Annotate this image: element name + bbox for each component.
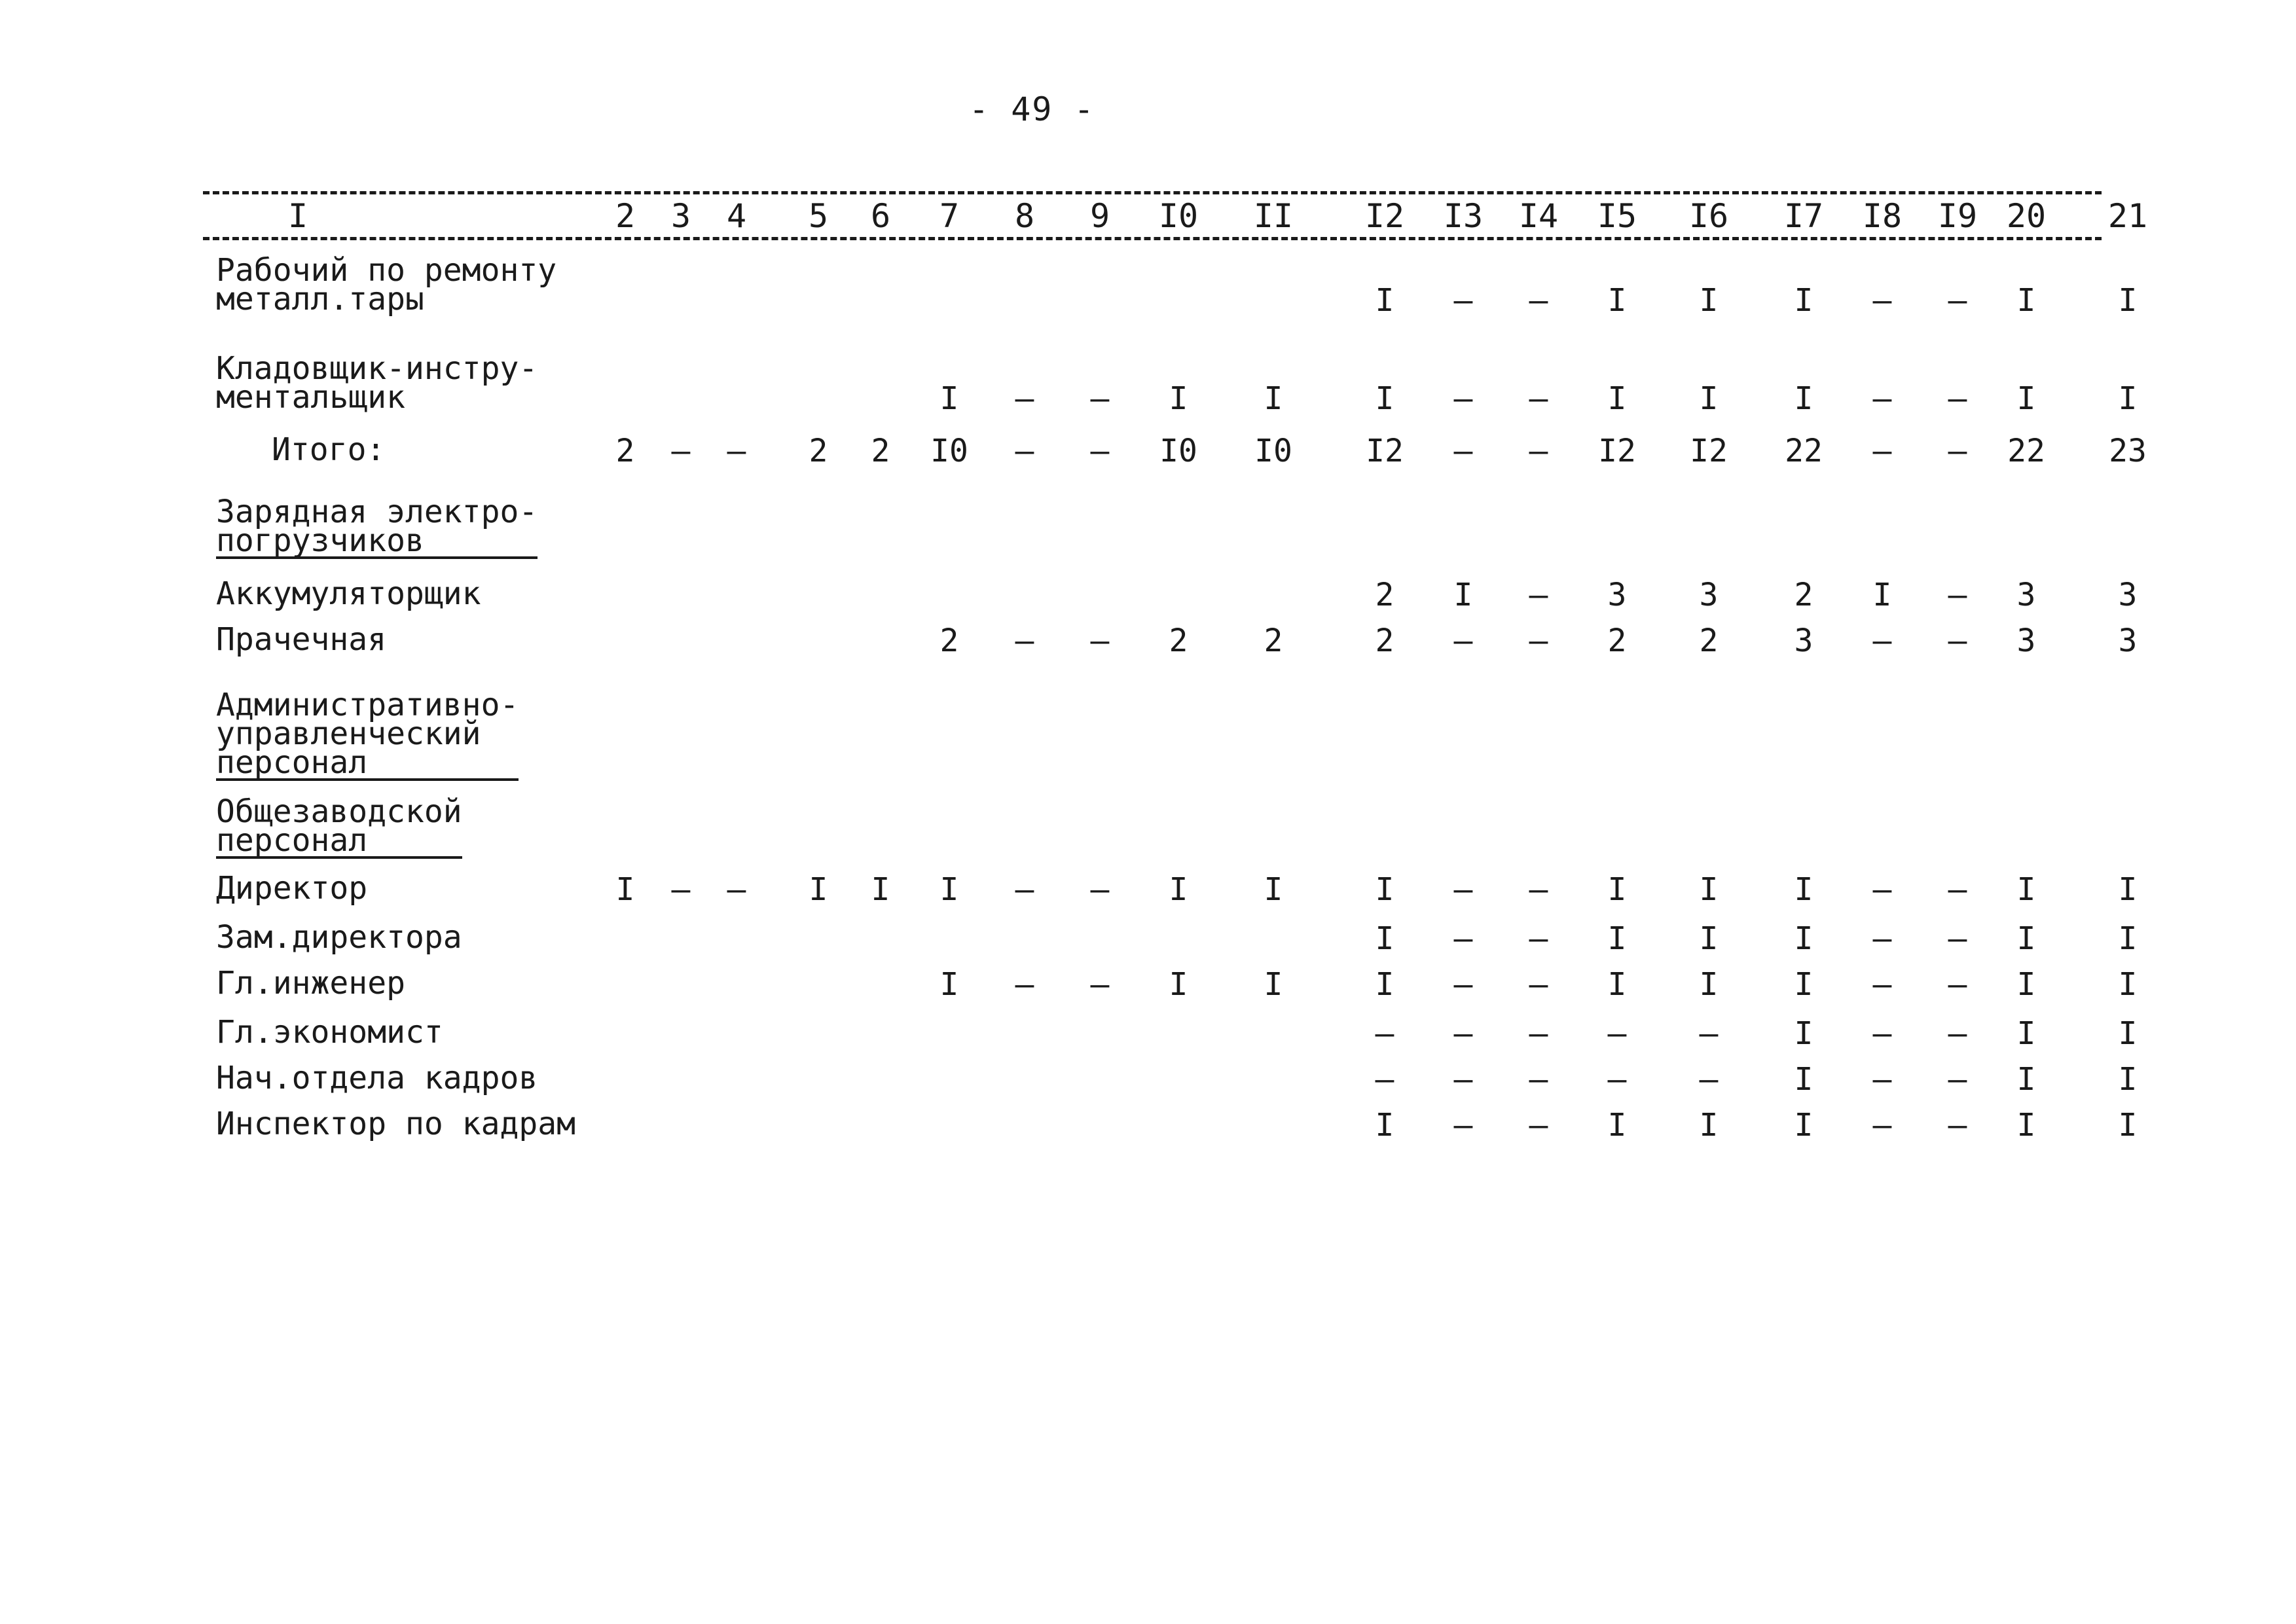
table-cell: I bbox=[1375, 380, 1394, 417]
table-cell: – bbox=[1453, 1015, 1473, 1052]
table-cell: 3 bbox=[2016, 623, 2036, 659]
header-col-14: I4 bbox=[1518, 197, 1559, 235]
table-cell: – bbox=[1015, 380, 1034, 417]
page-number: - 49 - bbox=[969, 90, 1095, 128]
table-cell: – bbox=[1529, 623, 1548, 659]
table-cell: – bbox=[1948, 871, 1967, 908]
table-cell: – bbox=[1872, 380, 1892, 417]
table-cell: 3 bbox=[1794, 623, 1813, 659]
table-cell: I bbox=[1607, 1107, 1627, 1144]
table-cell: – bbox=[1015, 623, 1034, 659]
table-cell: – bbox=[1948, 1107, 1967, 1144]
header-col-16: I6 bbox=[1688, 197, 1729, 235]
table-cell: – bbox=[1948, 1061, 1967, 1098]
table-cell: I bbox=[1169, 966, 1188, 1003]
table-cell: – bbox=[1015, 966, 1034, 1003]
table-cell: – bbox=[1090, 871, 1110, 908]
table-cell: I bbox=[1264, 380, 1283, 417]
table-cell: 23 bbox=[2109, 433, 2147, 469]
table-cell: I bbox=[2016, 1107, 2036, 1144]
section-heading-line: Административно- bbox=[216, 687, 519, 723]
table-cell: – bbox=[1948, 966, 1967, 1003]
table-cell: – bbox=[1453, 380, 1473, 417]
table-cell: – bbox=[1090, 966, 1110, 1003]
row-label: Директор bbox=[216, 870, 368, 907]
table-cell: – bbox=[1453, 966, 1473, 1003]
header-col-7: 7 bbox=[939, 197, 960, 235]
table-cell: I bbox=[1375, 920, 1394, 957]
table-cell: – bbox=[1090, 380, 1110, 417]
table-cell: I bbox=[2016, 966, 2036, 1003]
row-label: Итого: bbox=[272, 431, 386, 468]
header-col-4: 4 bbox=[726, 197, 747, 235]
table-cell: I0 bbox=[1159, 433, 1197, 469]
table-cell: I bbox=[2118, 1061, 2138, 1098]
table-cell: I bbox=[2016, 920, 2036, 957]
table-header-rule bbox=[203, 237, 2102, 240]
table-cell: – bbox=[1453, 920, 1473, 957]
table-cell: – bbox=[1872, 1107, 1892, 1144]
table-cell: I bbox=[1699, 282, 1719, 319]
table-cell: I2 bbox=[1598, 433, 1636, 469]
table-cell: I bbox=[1375, 1107, 1394, 1144]
table-cell: 22 bbox=[1785, 433, 1823, 469]
table-cell: – bbox=[1529, 1015, 1548, 1052]
header-col-9: 9 bbox=[1089, 197, 1110, 235]
table-cell: I2 bbox=[1366, 433, 1404, 469]
table-cell: 2 bbox=[939, 623, 959, 659]
section-heading bbox=[216, 494, 538, 559]
header-col-19: I9 bbox=[1937, 197, 1978, 235]
section-heading-line: погрузчиков bbox=[216, 526, 538, 559]
header-col-18: I8 bbox=[1862, 197, 1903, 235]
header-col-2: 2 bbox=[615, 197, 636, 235]
table-cell: I bbox=[1794, 871, 1813, 908]
row-label: Рабочий по ремонту металл.тары bbox=[216, 252, 557, 317]
table-cell: I bbox=[1699, 966, 1719, 1003]
table-cell: – bbox=[1948, 282, 1967, 319]
table-cell: – bbox=[1872, 871, 1892, 908]
table-cell: – bbox=[1529, 433, 1548, 469]
table-cell: I bbox=[2016, 1015, 2036, 1052]
table-cell: I bbox=[1794, 1015, 1813, 1052]
header-col-6: 6 bbox=[870, 197, 891, 235]
table-cell: – bbox=[1090, 433, 1110, 469]
header-col-12: I2 bbox=[1364, 197, 1405, 235]
table-cell: – bbox=[1453, 623, 1473, 659]
header-col-21: 21 bbox=[2107, 197, 2148, 235]
table-cell: – bbox=[671, 871, 691, 908]
table-cell: – bbox=[1015, 433, 1034, 469]
table-cell: I bbox=[1169, 380, 1188, 417]
table-cell: I bbox=[1607, 380, 1627, 417]
table-cell: – bbox=[1948, 433, 1967, 469]
row-label: Аккумуляторщик bbox=[216, 575, 481, 612]
table-cell: I bbox=[1872, 577, 1892, 613]
table-cell: I0 bbox=[1254, 433, 1292, 469]
header-col-11: II bbox=[1253, 197, 1294, 235]
header-col-5: 5 bbox=[808, 197, 829, 235]
table-cell: I bbox=[1453, 577, 1473, 613]
table-cell: 2 bbox=[1375, 577, 1394, 613]
header-col-1: I bbox=[287, 197, 308, 235]
table-cell: 3 bbox=[1699, 577, 1719, 613]
table-cell: – bbox=[1699, 1061, 1719, 1098]
table-cell: 22 bbox=[2007, 433, 2045, 469]
table-cell: I bbox=[1607, 920, 1627, 957]
table-cell: I bbox=[2118, 871, 2138, 908]
header-col-3: 3 bbox=[670, 197, 691, 235]
table-cell: – bbox=[1529, 1107, 1548, 1144]
table-cell: I bbox=[1794, 1061, 1813, 1098]
table-cell: – bbox=[727, 871, 746, 908]
table-cell: – bbox=[1699, 1015, 1719, 1052]
table-cell: I bbox=[2016, 871, 2036, 908]
table-cell: 2 bbox=[1794, 577, 1813, 613]
table-cell: 3 bbox=[2118, 577, 2138, 613]
table-cell: I bbox=[939, 871, 959, 908]
header-col-8: 8 bbox=[1014, 197, 1035, 235]
table-cell: – bbox=[1872, 1061, 1892, 1098]
table-cell: – bbox=[1872, 282, 1892, 319]
table-cell: I bbox=[615, 871, 635, 908]
table-cell: 2 bbox=[1699, 623, 1719, 659]
table-cell: 3 bbox=[1607, 577, 1627, 613]
table-cell: I bbox=[1794, 1107, 1813, 1144]
table-cell: I bbox=[939, 380, 959, 417]
table-cell: I bbox=[1794, 282, 1813, 319]
table-cell: I bbox=[2016, 380, 2036, 417]
table-cell: I bbox=[1699, 920, 1719, 957]
row-label: Нач.отдела кадров bbox=[216, 1060, 538, 1096]
table-cell: 2 bbox=[809, 433, 828, 469]
table-cell: – bbox=[1948, 623, 1967, 659]
section-heading-line: персонал bbox=[216, 748, 519, 781]
table-cell: – bbox=[1375, 1061, 1394, 1098]
table-cell: I bbox=[1607, 966, 1627, 1003]
table-cell: I bbox=[1699, 380, 1719, 417]
table-cell: – bbox=[1453, 1061, 1473, 1098]
table-cell: – bbox=[1948, 380, 1967, 417]
table-cell: 2 bbox=[1169, 623, 1188, 659]
table-cell: – bbox=[1872, 1015, 1892, 1052]
table-cell: – bbox=[1872, 920, 1892, 957]
table-cell: 2 bbox=[615, 433, 635, 469]
table-cell: I bbox=[1794, 920, 1813, 957]
header-col-17: I7 bbox=[1783, 197, 1824, 235]
table-cell: – bbox=[1453, 433, 1473, 469]
table-cell: I bbox=[1794, 380, 1813, 417]
table-cell: I bbox=[2118, 920, 2138, 957]
table-cell: I bbox=[1375, 282, 1394, 319]
table-cell: – bbox=[1948, 577, 1967, 613]
table-cell: – bbox=[1948, 1015, 1967, 1052]
table-cell: – bbox=[1529, 380, 1548, 417]
section-heading-line: Общезаводской bbox=[216, 793, 462, 830]
table-cell: I bbox=[871, 871, 890, 908]
table-cell: 2 bbox=[1375, 623, 1394, 659]
header-col-15: I5 bbox=[1597, 197, 1637, 235]
table-cell: – bbox=[1948, 920, 1967, 957]
section-heading-line: управленческий bbox=[216, 715, 481, 752]
table-cell: – bbox=[1872, 966, 1892, 1003]
table-cell: – bbox=[1529, 1061, 1548, 1098]
row-label: Зам.директора bbox=[216, 919, 462, 956]
table-cell: – bbox=[1375, 1015, 1394, 1052]
table-cell: I bbox=[1699, 1107, 1719, 1144]
table-cell: I bbox=[1375, 966, 1394, 1003]
table-cell: – bbox=[1872, 433, 1892, 469]
table-cell: – bbox=[1872, 623, 1892, 659]
table-cell: I bbox=[1607, 871, 1627, 908]
table-cell: I bbox=[2016, 1061, 2036, 1098]
table-cell: – bbox=[1529, 871, 1548, 908]
table-cell: – bbox=[1453, 1107, 1473, 1144]
row-label: Кладовщик-инстру- ментальщик bbox=[216, 350, 538, 416]
section-heading-line: персонал bbox=[216, 826, 462, 859]
header-col-13: I3 bbox=[1443, 197, 1484, 235]
table-cell: I bbox=[1699, 871, 1719, 908]
table-cell: – bbox=[671, 433, 691, 469]
table-cell: I bbox=[2118, 380, 2138, 417]
table-cell: I bbox=[2016, 282, 2036, 319]
table-cell: – bbox=[1607, 1015, 1627, 1052]
table-cell: – bbox=[1529, 577, 1548, 613]
table-cell: – bbox=[727, 433, 746, 469]
table-cell: – bbox=[1015, 871, 1034, 908]
table-cell: I bbox=[1607, 282, 1627, 319]
table-top-rule bbox=[203, 191, 2102, 194]
row-label: Прачечная bbox=[216, 621, 387, 658]
table-cell: – bbox=[1090, 623, 1110, 659]
table-cell: – bbox=[1529, 966, 1548, 1003]
table-cell: I bbox=[1794, 966, 1813, 1003]
row-label: Гл.экономист bbox=[216, 1014, 443, 1051]
table-cell: 3 bbox=[2016, 577, 2036, 613]
table-cell: 2 bbox=[1607, 623, 1627, 659]
table-cell: I2 bbox=[1690, 433, 1728, 469]
table-cell: I bbox=[1375, 871, 1394, 908]
table-cell: I bbox=[2118, 1107, 2138, 1144]
table-cell: – bbox=[1607, 1061, 1627, 1098]
table-cell: 3 bbox=[2118, 623, 2138, 659]
section-heading-line: Зарядная электро- bbox=[216, 494, 538, 530]
table-cell: I bbox=[809, 871, 828, 908]
section-heading bbox=[216, 793, 462, 859]
table-cell: I bbox=[1264, 871, 1283, 908]
table-cell: – bbox=[1453, 871, 1473, 908]
header-col-10: I0 bbox=[1158, 197, 1199, 235]
table-cell: I bbox=[1169, 871, 1188, 908]
table-cell: I bbox=[2118, 1015, 2138, 1052]
table-cell: I bbox=[1264, 966, 1283, 1003]
table-cell: I bbox=[2118, 282, 2138, 319]
table-cell: I bbox=[939, 966, 959, 1003]
section-heading bbox=[216, 687, 519, 781]
table-cell: – bbox=[1453, 282, 1473, 319]
table-cell: – bbox=[1529, 920, 1548, 957]
table-cell: I0 bbox=[930, 433, 968, 469]
row-label: Гл.инженер bbox=[216, 965, 405, 1001]
row-label: Инспектор по кадрам bbox=[216, 1106, 576, 1142]
table-cell: I bbox=[2118, 966, 2138, 1003]
header-col-20: 20 bbox=[2006, 197, 2047, 235]
table-cell: 2 bbox=[1264, 623, 1283, 659]
table-cell: – bbox=[1529, 282, 1548, 319]
table-cell: 2 bbox=[871, 433, 890, 469]
